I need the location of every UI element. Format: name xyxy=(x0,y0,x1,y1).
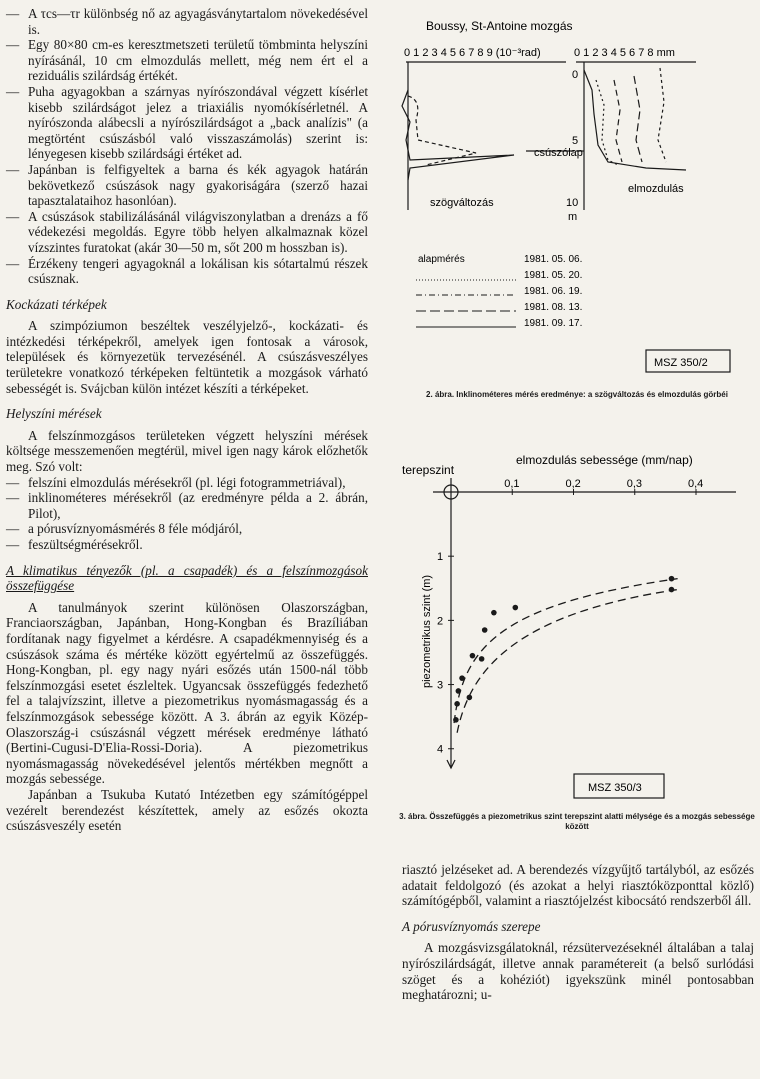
legend-date: 1981. 08. 13. xyxy=(524,302,583,313)
figure-2-caption: 2. ábra. Inklinométeres mérés eredménye: a szögváltozás és elmozdulás görbéi xyxy=(426,390,728,399)
legend-date: 1981. 05. 20. xyxy=(524,270,583,281)
data-point xyxy=(470,653,476,659)
data-point xyxy=(479,656,485,662)
paragraph: Japánban a Tsukuba Kutató Intézetben egy számítógéppel vezérelt berendezést készítettek, amely az esőzés okozta csúszásveszély esetén xyxy=(6,786,368,834)
section-heading: A klimatikus tényezők (pl. a csapadék) és a felszínmozgások összefüggése xyxy=(6,562,368,594)
depth-tick-5: 5 xyxy=(572,135,579,147)
x-axis-label: elmozdulás sebessége (mm/nap) xyxy=(516,453,693,467)
x-tick-label: 0,4 xyxy=(688,478,704,490)
data-point xyxy=(482,627,488,633)
legend-date: 1981. 05. 06. xyxy=(524,254,583,265)
figure-2-scale-right: 0 1 2 3 4 5 6 7 8 mm xyxy=(574,47,675,59)
data-point xyxy=(467,695,473,701)
section-heading: Helyszíni mérések xyxy=(6,406,102,422)
section-heading: Kockázati térképek xyxy=(6,296,107,312)
list-item: — Puha agyagokban a szárnyas nyírószondával végzett kísérlet kisebb szilárdságot jelez a triaxiális nyomókísérletnél. A nyírószonda alábecsli a nyírószilárdságot a „back analízis" (a megtörtént csúszásból való visszaszámolás) szerint is: lényegesen kisebb szilárdsági értéket ad. xyxy=(6,83,368,162)
list-item: — a pórusvíznyomásmérés 8 féle módjáról, xyxy=(6,521,243,537)
figure-3-caption: 3. ábra. Összefüggés a piezometrikus szint terepszint alatti mélysége és a mozgás sebessége között xyxy=(399,812,755,831)
data-point xyxy=(513,605,519,611)
figure-2-scale-left: 0 1 2 3 4 5 6 7 8 9 (10⁻³rad) xyxy=(404,47,541,59)
legend-name: alapmérés xyxy=(418,254,465,265)
figure-2-title: Boussy, St-Antoine mozgás xyxy=(426,19,573,33)
x-tick-label: 0,1 xyxy=(504,478,520,490)
list-item: — feszültségmérésekről. xyxy=(6,537,143,552)
list-item: — Érzékeny tengeri agyagoknál a lokálisan kis sótartalmú részek csúsznak. xyxy=(6,255,368,287)
x-tick-label: 0,3 xyxy=(626,478,643,490)
label-terepszint: terepszint xyxy=(402,463,455,477)
section-heading: A pórusvíznyomás szerepe xyxy=(402,918,541,934)
figure-2-inclinometer xyxy=(396,10,758,390)
list-item: — felszíni elmozdulás mérésekről (pl. légi fotogrammetriával), xyxy=(6,474,346,490)
left-column xyxy=(6,6,368,834)
y-tick-label: 2 xyxy=(437,615,444,628)
bullet-list-mid xyxy=(6,475,368,553)
paragraph: A felszínmozgásos területeken végzett helyszíni mérések költsége messzemenően megtérül, mivel igen nagy károk előzhetők meg. Szó volt: xyxy=(6,427,368,475)
depth-unit: m xyxy=(568,211,578,223)
y-axis-label: piezometrikus szint (m) xyxy=(421,574,433,688)
list-item: — Japánban is felfigyeltek a barna és kék agyagok határán bekövetkező csúszások nagy gyakoriságára (szerző hazai tapasztalataihoz hasonlóan). xyxy=(6,161,368,209)
data-point xyxy=(459,675,465,681)
y-tick-label: 1 xyxy=(437,551,444,564)
data-point xyxy=(456,688,462,694)
data-point xyxy=(669,576,675,582)
y-tick-label: 4 xyxy=(437,743,444,756)
label-displacement: elmozdulás xyxy=(628,183,684,195)
data-point xyxy=(669,587,675,593)
depth-tick-0: 0 xyxy=(572,69,579,81)
paragraph: riasztó jelzéseket ad. A berendezés vízgyűjtő tartályból, az esőzés adatait feldolgozó (és azokat a helyi riasztóközponttal közlő) számítógépből, valamint a riasztójelzést kibocsátó rendszerből áll. xyxy=(402,862,754,909)
x-tick-label: 0,2 xyxy=(565,478,581,490)
figure-3-chart xyxy=(396,448,758,808)
list-item: — Egy 80×80 cm-es keresztmetszeti területű tömbminta helyszíni nyírásánál, 10 cm elmozdulás mellett, még nem ért el a reziduális szilárdság értékét. xyxy=(6,37,368,84)
list-item: — A csúszások stabilizálásánál világviszonylatban a drenázs a fő védekezési megoldás. Egyre több helyen alkalmaznak közel vízszintes furatokat (akár 30—50 m, sőt 200 m hosszban is). xyxy=(6,208,368,255)
trend-curve-upper xyxy=(454,579,678,723)
label-angle-change: szögváltozás xyxy=(430,197,494,209)
list-item: — A τcs—τr különbség nő az agyagásványtartalom növekedésével is. xyxy=(6,6,368,37)
figure-3-stamp: MSZ 350/3 xyxy=(588,782,642,794)
depth-tick-10: 10 xyxy=(566,197,579,209)
paragraph: A mozgásvizsgálatoknál, rézsütervezéseknél általában a talaj nyírószilárdságát, illetve annak paramétereit (a belső surlódási szöget és a kohéziót) igyekszünk minél pontosabban meghatározni; u- xyxy=(402,940,754,1003)
data-point xyxy=(491,610,497,616)
trend-curve-lower xyxy=(457,590,678,733)
bullet-list-top xyxy=(6,6,368,287)
paragraph: A tanulmányok szerint különösen Olaszországban, Franciaországban, Japánban, Hong-Kongban és Brazíliában fordítanak nagy figyelmet a kérdésre. A csapadékmennyiség és a csúszások száma és mértéke között egyértelmű az összefüggés. Hong-Kongban, pl. egy nagy nyári esőzés után 1500-nál több felszínmozgási esetet észleltek. Ugyancsak összefüggés fedezhető fel a talajvízszint, illetve a piezometrikus nyomásmagasság és a felszínmozgások sebessége között. A 3. ábrán az egyik Közép-Olaszország-i csúszásnál végzett mérések eredménye látható (Bertini-Cugusi-D'Elia-Rossi-Doria). A piezometrikus nyomásmagasság növekedésével jelentős mértékben megnőtt a mozgás sebessége. xyxy=(6,599,368,787)
figure-2-legend xyxy=(416,254,582,329)
legend-date: 1981. 09. 17. xyxy=(524,318,583,329)
legend-date: 1981. 06. 19. xyxy=(524,286,583,297)
data-point xyxy=(453,717,459,723)
list-item: — inklinométeres mérésekről (az eredményre példa a 2. ábrán, Pilot), xyxy=(6,490,368,521)
label-slip-surface: csúszólap xyxy=(534,147,583,159)
right-column xyxy=(402,862,754,1003)
y-tick-label: 3 xyxy=(437,679,444,692)
paragraph: A szimpóziumon beszéltek veszélyjelző-, kockázati- és intézkedési térképekről, amelyek igen fontosak a városok, települések és környezetük tervezésénél. A csúszásveszélyes területekre vonatkozó térképeken feltüntetik a mozgások várható sebességét is. Svájcban külön intézet készíti a térképeket. xyxy=(6,318,368,396)
data-point xyxy=(454,701,460,707)
figure-2-stamp: MSZ 350/2 xyxy=(654,357,708,369)
